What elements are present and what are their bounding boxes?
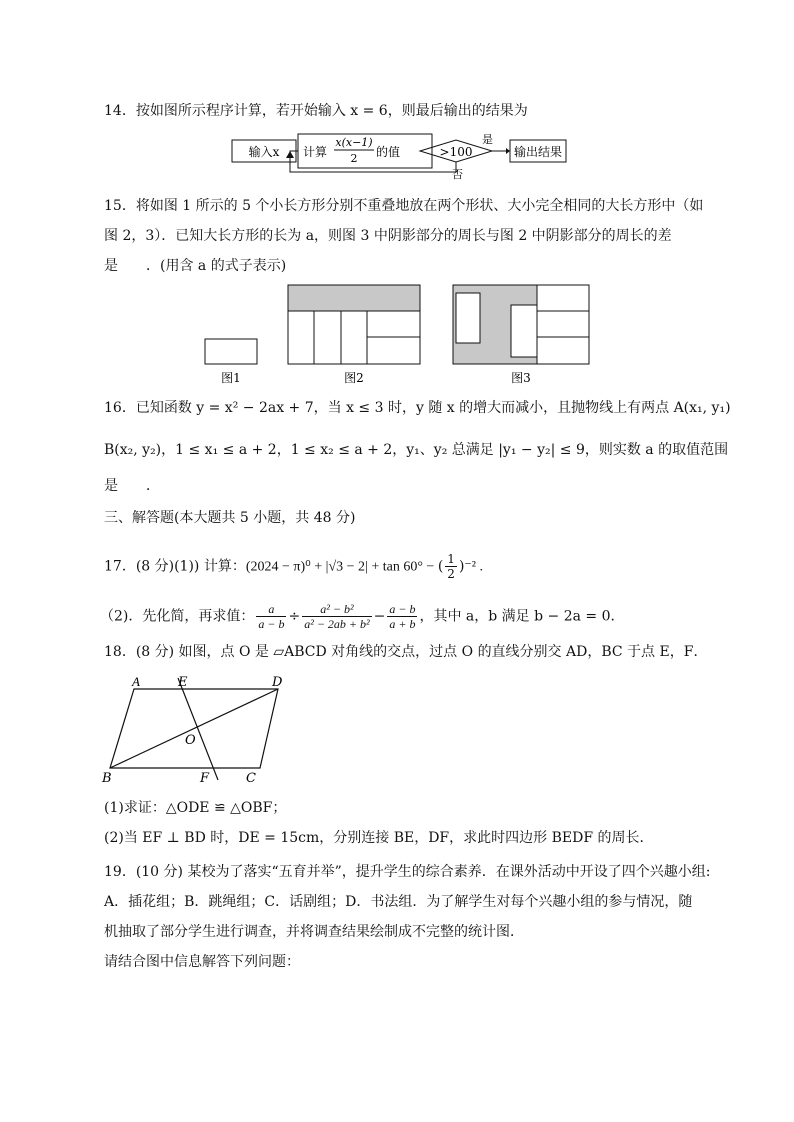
fig2-shaded [288,285,420,311]
fig3-right-rect [537,285,589,311]
label-f: F [200,771,210,786]
flow-input-label: 输入x [248,145,280,159]
flow-calc-den: 2 [350,152,358,165]
label-e: E [178,675,188,690]
flow-calc-suffix: 的值 [376,145,401,159]
label-d: D [272,675,283,690]
q17-f3 [387,602,417,631]
q14-flowchart [230,132,570,182]
q16-line2: B(x₂, y₂)，1 ≤ x₁ ≤ a + 2，1 ≤ x₂ ≤ a + 2，y₁、y₂ 总满足 |y₁ − y₂| ≤ 9，则实数 a 的取值范围 [104,442,729,458]
q17-2-tail: ，其中 a，b 满足 b − 2a = 0． [419,608,625,625]
fig3-right-rect [537,311,589,337]
q17-f2-den: a² − 2ab + b² [304,617,370,631]
line-ef [178,678,218,780]
flow-no-arrowhead [286,151,294,158]
q17-line2 [100,602,625,631]
q17-f1-num: a [256,602,286,617]
q18-parallelogram-figure [100,672,300,787]
label-o: O [185,733,196,748]
fig3-left-rect [456,293,480,343]
q19-line3: 机抽取了部分学生进行调查，并将调查结果绘制成不完整的统计图． [104,924,524,940]
q17-op2: − [373,608,386,625]
q19-line4: 请结合图中信息解答下列问题： [104,954,300,970]
flow-no-label: 否 [452,168,463,181]
q15-line2: 图 2，3）．已知大长方形的长为 a，则图 3 中阴影部分的周长与图 2 中阴影部分的周长的差 [104,228,672,244]
q15-line3: 是 ．(用含 a 的式子表示) [104,258,287,274]
q17-tail: ⁻² . [464,559,483,575]
q17-f3-num: a − b [389,602,416,616]
q17-op1: ÷ [288,608,301,625]
fig3-right-rect [537,337,589,364]
q16-line1: 16．已知函数 y = x² − 2ax + 7，当 x ≤ 3 时，y 随 x 的增大而减小，且抛物线上有两点 A(x₁, y₁) [104,400,731,416]
flow-calc-prefix: 计算 [303,145,328,159]
q15-figures [200,282,600,388]
fig3-mid-rect [511,305,537,357]
label-c: C [246,771,256,786]
q17-2-prefix: （2)．先化简，再求值： [100,608,255,625]
q17-prefix: 17．(8 分)(1)) 计算： [104,558,246,575]
label-a: A [132,674,140,689]
fig1-small-rect [205,339,257,364]
diagonal-bd [110,689,278,768]
q17-f2-num: a² − b² [302,602,371,617]
q15-line1: 15．将如图 1 所示的 5 个小长方形分别不重叠地放在两个形状、大小完全相同的大长方形中（如 [104,198,704,214]
q17-f3-den: a + b [389,617,416,631]
fig2-label: 图2 [344,371,364,385]
q18-part1: (1)求证：△ODE ≌ △OBF； [104,800,287,816]
flow-yes-label: 是 [482,133,493,146]
q14-text: 14．按如图所示程序计算，若开始输入 x = 6，则最后输出的结果为 [104,103,528,119]
q17-f1-den: a − b [258,617,285,631]
fig1-label: 图1 [221,371,241,385]
q17-frac-num: 1 [447,552,455,566]
q17-expr: (2024 − π)⁰ + |√3 − 2| + tan 60° − [245,559,438,575]
q16-line3: 是 ． [104,478,160,494]
fig3-label: 图3 [511,371,531,385]
q18-part2: (2)当 EF ⊥ BD 时，DE = 15cm，分别连接 BE，DF，求此时四边形 BEDF 的周长． [104,830,654,846]
section-3-heading: 三、解答题(本大题共 5 小题，共 48 分) [104,510,356,526]
q19-line2: A．插花组；B．跳绳组；C．话剧组；D．书法组．为了解学生对每个兴趣小组的参与情况，随 [104,894,693,910]
q17-f1 [256,602,286,631]
q17-frac [445,552,457,581]
flow-output-label: 输出结果 [513,145,563,159]
q17-line1: 17．(8 分)(1)) 计算：(2024 − π)⁰ + |√3 − 2| + tan 60° − ( $\frac{1}{2}$ )⁻² . [104,552,483,581]
label-b: B [102,771,112,786]
flow-calc-num: x(x−1) [335,136,373,149]
q17-frac-den: 2 [447,567,455,581]
flow-decision-label: >100 [439,145,473,159]
flow-yes-arrowhead [506,148,510,154]
q19-line1: 19．(10 分) 某校为了落实“五育并举”，提升学生的综合素养．在课外活动中开设了四个兴趣小组: [104,864,711,880]
q18-line1: 18．(8 分) 如图，点 O 是 ▱ABCD 对角线的交点，过点 O 的直线分别交 AD，BC 于点 E，F． [104,644,708,660]
q17-f2 [302,602,371,631]
